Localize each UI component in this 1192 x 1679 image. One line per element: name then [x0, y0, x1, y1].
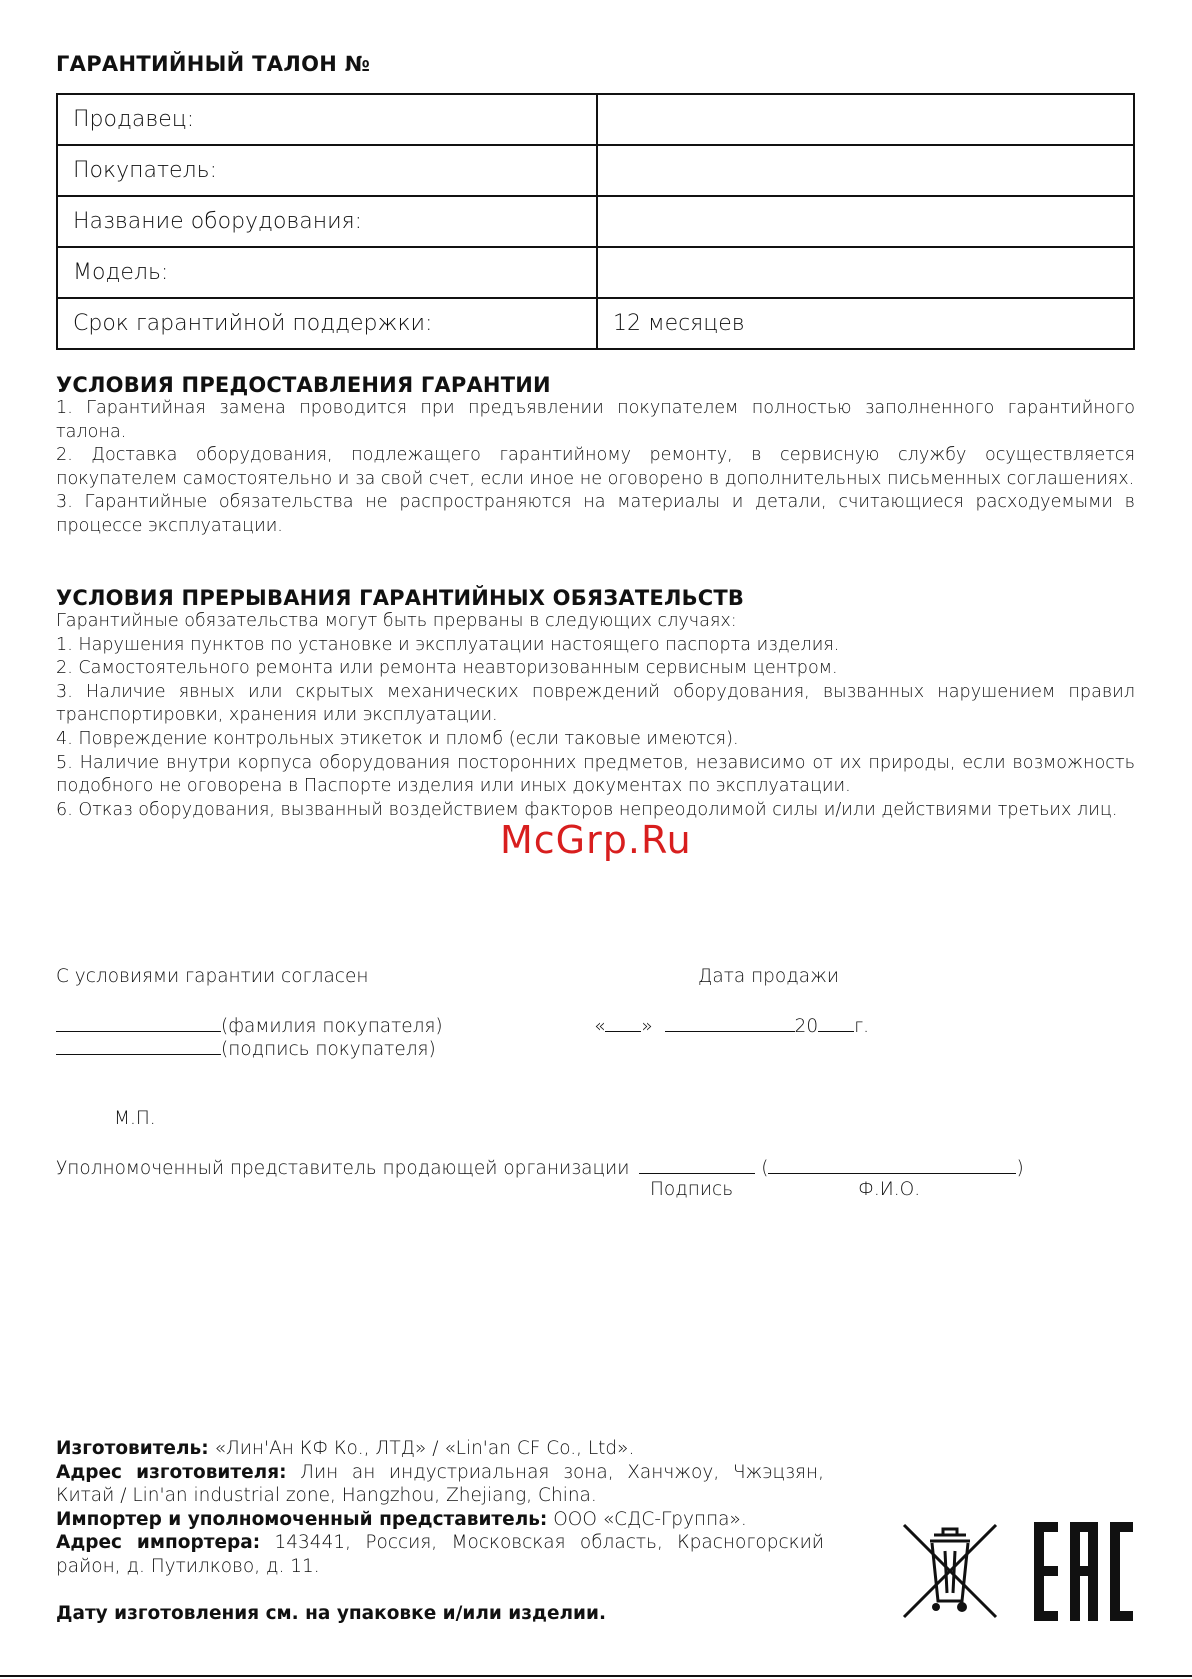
list-item: 6. Отказ оборудования, вызванный воздействием факторов непреодолимой силы и/или действиями третьих лиц.	[56, 799, 1118, 820]
paren-open: (	[761, 1158, 769, 1179]
maker-value: «Лин'Ан КФ Ко., ЛТД» / «Lin'an CF Co., Ltd».	[214, 1438, 635, 1459]
quote-close: »	[641, 1016, 653, 1037]
maker-label: Изготовитель:	[56, 1438, 209, 1459]
buyer-signature-caption: (подпись покупателя)	[221, 1039, 436, 1060]
maker-address-line	[56, 1461, 824, 1508]
eac-mark-icon	[1032, 1520, 1135, 1623]
year-prefix: 20	[794, 1016, 819, 1037]
warranty-conditions-list	[56, 397, 1135, 539]
termination-conditions-list	[56, 610, 1135, 822]
table-row	[57, 196, 1134, 247]
production-date-text: Дату изготовления см. на упаковке и/или изделии.	[56, 1602, 607, 1624]
list-item: 3. Наличие явных или скрытых механических повреждений оборудования, вызванных нарушением правил транспортировки, хранения или эксплуатации.	[56, 681, 1135, 726]
day-blank[interactable]	[605, 1013, 641, 1032]
buyer-surname-line	[56, 1013, 443, 1037]
list-item: 2. Доставка оборудования, подлежащего гарантийному ремонту, в сервисную службу осуществляется покупателем самостоятельно и за свой счет, если иное не оговорено в дополнительных письменных соглашениях.	[56, 445, 1135, 489]
importer-address-label: Адрес импортера:	[56, 1532, 261, 1554]
representative-line	[56, 1155, 1024, 1179]
seller-label: Продавец:	[57, 94, 597, 145]
termination-intro: Гарантийные обязательства могут быть прерваны в следующих случаях:	[56, 611, 737, 631]
importer-address-value: 143441, Россия, Московская область, Красногорский район, д. Путилково, д. 11.	[56, 1532, 824, 1577]
stamp-place: М.П.	[114, 1108, 156, 1129]
list-item: 5. Наличие внутри корпуса оборудования посторонних предметов, независимо от их природы, если возможность подобного не оговорена в Паспорте изделия или иных документах по эксплуатации.	[56, 752, 1135, 797]
representative-fio-blank[interactable]	[768, 1155, 1016, 1174]
year-blank[interactable]	[818, 1013, 854, 1032]
maker-address-value: Лин ан индустриальная зона, Ханчжоу, Чжэцзян, Китай / Lin'an industrial zone, Hangzhou, Zhejiang, China.	[56, 1461, 824, 1507]
list-item: 3. Гарантийные обязательства не распространяются на материалы и детали, считающиеся расходуемыми в процессе эксплуатации.	[56, 492, 1135, 536]
table-row	[57, 298, 1134, 349]
list-item: 1. Гарантийная замена проводится при предъявлении покупателем полностью заполненного гарантийного талона.	[56, 398, 1135, 442]
month-blank[interactable]	[665, 1013, 795, 1032]
sale-date-field	[594, 1013, 869, 1037]
table-row	[57, 247, 1134, 298]
signature-caption: Подпись	[650, 1179, 734, 1200]
importer-line	[56, 1508, 824, 1532]
representative-text: Уполномоченный представитель продающей организации	[56, 1158, 630, 1179]
representative-signature-blank[interactable]	[639, 1155, 755, 1174]
buyer-surname-caption: (фамилия покупателя)	[221, 1016, 443, 1037]
list-item: 4. Повреждение контрольных этикеток и пломб (если таковые имеются).	[56, 728, 739, 749]
paren-close: )	[1016, 1158, 1024, 1179]
year-suffix: г.	[854, 1016, 870, 1037]
buyer-signature-blank[interactable]	[56, 1036, 221, 1055]
importer-value: ООО «СДС-Группа».	[553, 1508, 747, 1530]
buyer-label: Покупатель:	[57, 145, 597, 196]
warranty-card-table	[56, 93, 1135, 350]
maker-address-label: Адрес изготовителя:	[56, 1461, 287, 1483]
warranty-period-label: Срок гарантийной поддержки:	[57, 298, 597, 349]
manufacturer-info	[56, 1437, 824, 1625]
termination-conditions-heading: УСЛОВИЯ ПРЕРЫВАНИЯ ГАРАНТИЙНЫХ ОБЯЗАТЕЛЬСТВ	[56, 586, 745, 610]
importer-label: Импортер и уполномоченный представитель:	[56, 1508, 548, 1530]
fio-caption: Ф.И.О.	[858, 1179, 921, 1200]
page-bottom-rule	[0, 1675, 1192, 1677]
watermark: McGrp.Ru	[500, 818, 692, 862]
table-row	[57, 94, 1134, 145]
table-row	[57, 145, 1134, 196]
equipment-name-field[interactable]	[597, 196, 1134, 247]
warranty-conditions-heading: УСЛОВИЯ ПРЕДОСТАВЛЕНИЯ ГАРАНТИИ	[56, 373, 551, 397]
document-title: ГАРАНТИЙНЫЙ ТАЛОН №	[56, 52, 371, 76]
equipment-name-label: Название оборудования:	[57, 196, 597, 247]
production-date-note	[56, 1602, 824, 1626]
list-item: 1. Нарушения пунктов по установке и эксплуатации настоящего паспорта изделия.	[56, 634, 840, 655]
weee-crossed-bin-icon	[900, 1521, 1000, 1621]
buyer-field[interactable]	[597, 145, 1134, 196]
warranty-period-value: 12 месяцев	[597, 298, 1134, 349]
maker-line	[56, 1437, 824, 1461]
buyer-signature-line	[56, 1036, 436, 1060]
model-label: Модель:	[57, 247, 597, 298]
buyer-surname-blank[interactable]	[56, 1013, 221, 1032]
quote-open: «	[594, 1016, 606, 1037]
importer-address-line	[56, 1531, 824, 1578]
model-field[interactable]	[597, 247, 1134, 298]
agreement-text: С условиями гарантии согласен	[56, 966, 369, 987]
list-item: 2. Самостоятельного ремонта или ремонта неавторизованным сервисным центром.	[56, 658, 838, 679]
seller-field[interactable]	[597, 94, 1134, 145]
sale-date-label: Дата продажи	[698, 966, 840, 987]
